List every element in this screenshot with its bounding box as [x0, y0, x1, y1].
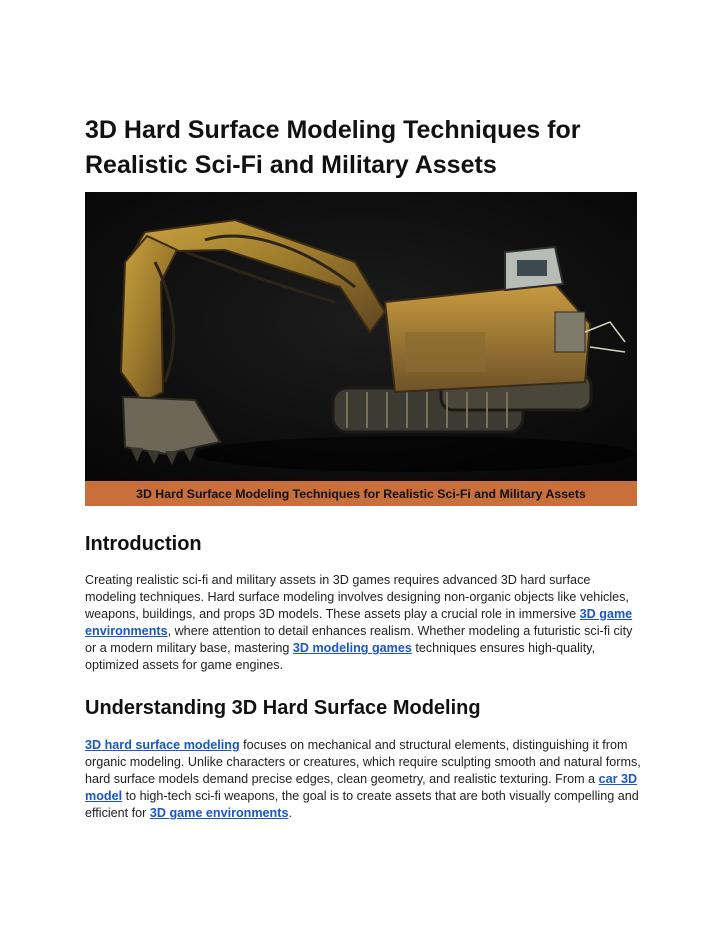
intro-text-2: , where attention to detail enhances realism. Whether modeling a futuristic sci-fi city or a modern military base, mastering	[85, 624, 633, 656]
link-car-3d-model[interactable]: car 3D model	[85, 772, 638, 804]
section-heading-introduction: Introduction	[85, 533, 202, 555]
section-heading-understanding: Understanding 3D Hard Surface Modeling	[85, 697, 481, 719]
understanding-text-2: to high-tech sci-fi weapons, the goal is to create assets that are both visually compelling and efficient for	[85, 789, 639, 821]
link-3d-game-environments-2[interactable]: 3D game environments	[149, 806, 289, 821]
link-3d-modeling-games[interactable]: 3D modeling games	[292, 641, 412, 656]
page-title: 3D Hard Surface Modeling Techniques for Realistic Sci-Fi and Military Assets	[85, 116, 581, 179]
intro-text-1: Creating realistic sci-fi and military assets in 3D games requires advanced 3D hard surface modeling techniques. Hard surface modeling involves designing non-organic objects like vehicles, weapons, buildings, and props 3D models. These assets play a crucial role in immersive	[85, 573, 629, 622]
link-3d-game-environments[interactable]: 3D game environments	[85, 607, 633, 639]
hero-figure	[85, 192, 637, 506]
link-3d-hard-surface-modeling[interactable]: 3D hard surface modeling	[85, 738, 240, 752]
understanding-text-3: .	[288, 806, 292, 821]
image-caption-bar: 3D Hard Surface Modeling Techniques for Realistic Sci-Fi and Military Assets	[85, 481, 637, 506]
excavator-image	[85, 192, 637, 481]
understanding-text-1: focuses on mechanical and structural elements, distinguishing it from organic modeling. Unlike characters or creatures, which require sculpting smooth and natural forms, hard surface models demand precise edges, clean geometry, and realistic texturing. From a	[85, 738, 641, 787]
intro-text-3: techniques ensures high-quality, optimized assets for game engines.	[85, 641, 596, 673]
intro-paragraph	[85, 572, 641, 675]
understanding-paragraph	[85, 737, 641, 822]
